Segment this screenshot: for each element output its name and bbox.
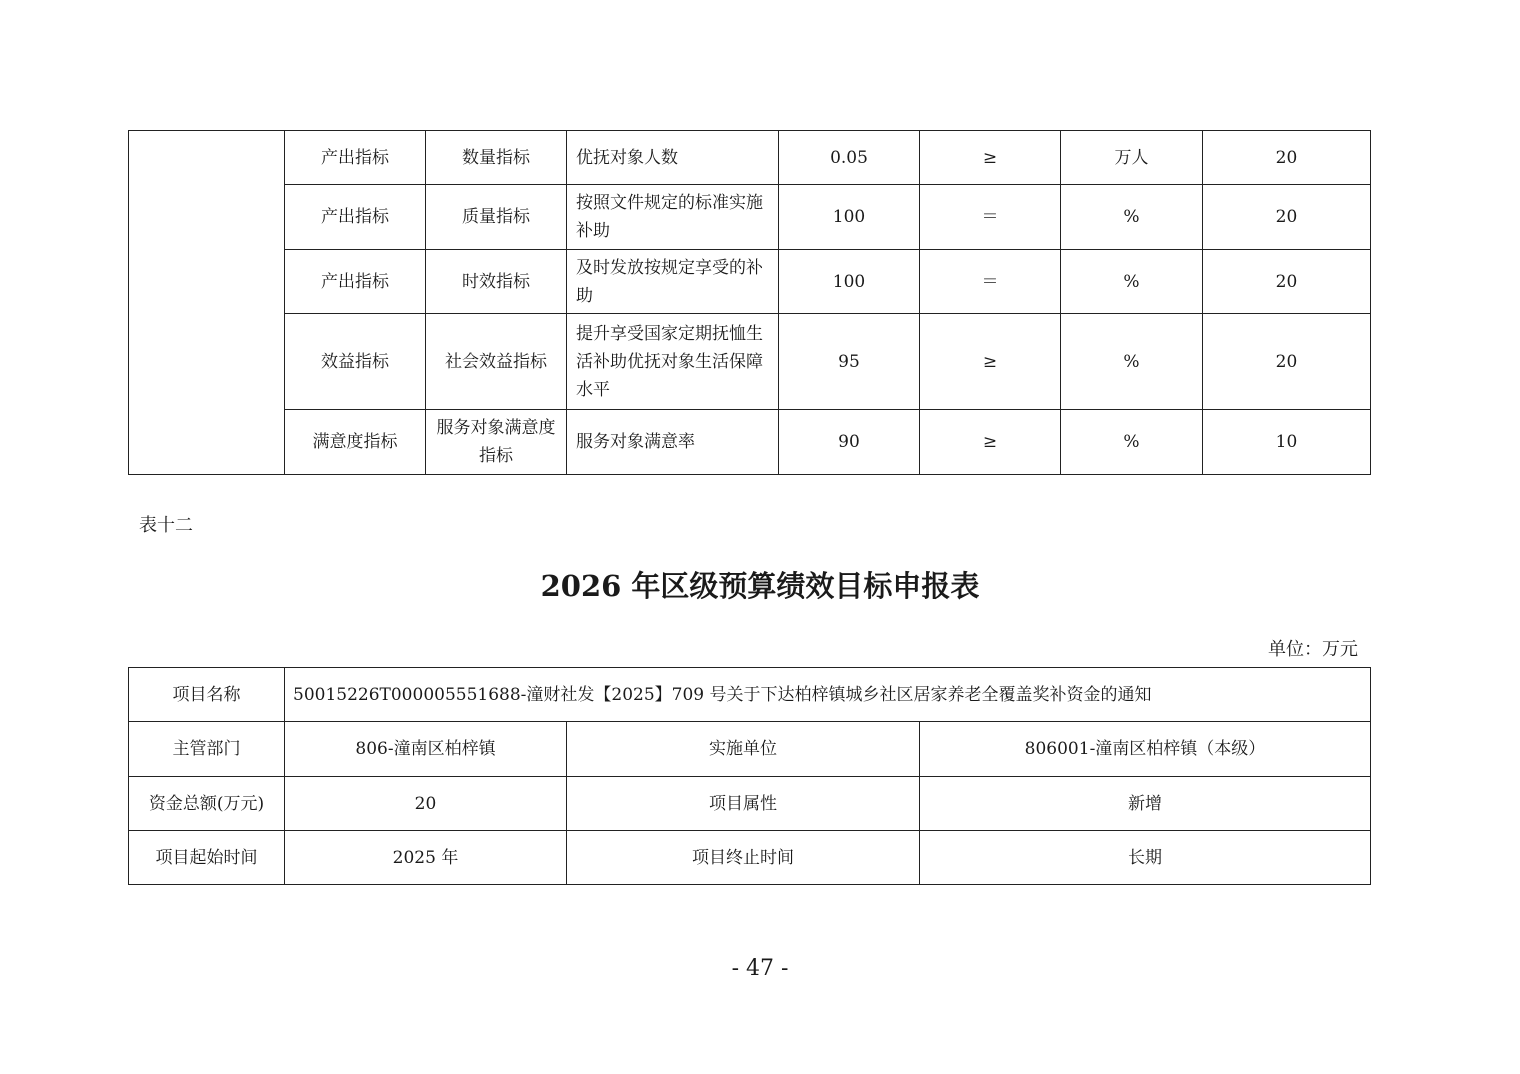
table-row [129, 722, 1371, 777]
indicator-unit: % [1061, 314, 1203, 410]
level1-indicator: 产出指标 [285, 185, 426, 250]
level2-indicator: 社会效益指标 [426, 314, 567, 410]
indicator-weight: 20 [1203, 185, 1371, 250]
indicator-weight: 20 [1203, 131, 1371, 185]
table-row [129, 314, 1371, 410]
unit-label: 单位：万元 [1268, 639, 1358, 660]
indicator-content: 优抚对象人数 [567, 131, 779, 185]
indicator-operator: ≥ [920, 314, 1061, 410]
indicator-value: 95 [779, 314, 920, 410]
impl-unit-value: 806001-潼南区柏梓镇（本级） [920, 722, 1371, 777]
table-row [129, 668, 1371, 722]
attribute-value: 新增 [920, 777, 1371, 831]
level1-indicator: 效益指标 [285, 314, 426, 410]
level1-indicator: 产出指标 [285, 250, 426, 314]
level2-indicator: 质量指标 [426, 185, 567, 250]
dept-value: 806-潼南区柏梓镇 [285, 722, 567, 777]
project-info-table [128, 667, 1371, 885]
indicator-operator: ≥ [920, 410, 1061, 475]
indicator-unit: % [1061, 185, 1203, 250]
table-number-label: 表十二 [139, 515, 193, 536]
level2-indicator: 数量指标 [426, 131, 567, 185]
dept-label: 主管部门 [129, 722, 285, 777]
indicator-weight: 20 [1203, 250, 1371, 314]
funds-label: 资金总额(万元) [129, 777, 285, 831]
table-row [129, 410, 1371, 475]
indicator-content: 服务对象满意率 [567, 410, 779, 475]
indicator-value: 100 [779, 250, 920, 314]
indicator-operator: ＝ [920, 250, 1061, 314]
indicator-content: 及时发放按规定享受的补助 [567, 250, 779, 314]
impl-unit-label: 实施单位 [567, 722, 920, 777]
start-time-value: 2025 年 [285, 831, 567, 885]
level2-indicator: 时效指标 [426, 250, 567, 314]
indicator-content: 提升享受国家定期抚恤生活补助优抚对象生活保障水平 [567, 314, 779, 410]
indicator-weight: 10 [1203, 410, 1371, 475]
project-name-label: 项目名称 [129, 668, 285, 722]
indicator-weight: 20 [1203, 314, 1371, 410]
indicator-operator: ≥ [920, 131, 1061, 185]
table-row [129, 185, 1371, 250]
merged-blank-cell [129, 131, 285, 475]
project-name-value: 50015226T000005551688-潼财社发【2025】709 号关于下达柏梓镇城乡社区居家养老全覆盖奖补资金的通知 [285, 668, 1371, 722]
attribute-label: 项目属性 [567, 777, 920, 831]
end-time-label: 项目终止时间 [567, 831, 920, 885]
indicator-value: 0.05 [779, 131, 920, 185]
indicator-value: 90 [779, 410, 920, 475]
indicator-content: 按照文件规定的标准实施补助 [567, 185, 779, 250]
indicator-unit: % [1061, 410, 1203, 475]
indicator-table [128, 130, 1371, 475]
level1-indicator: 满意度指标 [285, 410, 426, 475]
indicator-value: 100 [779, 185, 920, 250]
page-title: 2026 年区级预算绩效目标申报表 [540, 569, 980, 603]
indicator-operator: ＝ [920, 185, 1061, 250]
table-row [129, 250, 1371, 314]
page-number: - 47 - [731, 956, 789, 981]
level2-indicator: 服务对象满意度指标 [426, 410, 567, 475]
end-time-value: 长期 [920, 831, 1371, 885]
indicator-unit: 万人 [1061, 131, 1203, 185]
level1-indicator: 产出指标 [285, 131, 426, 185]
table-row [129, 131, 1371, 185]
table-row [129, 777, 1371, 831]
table-row [129, 831, 1371, 885]
funds-value: 20 [285, 777, 567, 831]
indicator-unit: % [1061, 250, 1203, 314]
start-time-label: 项目起始时间 [129, 831, 285, 885]
